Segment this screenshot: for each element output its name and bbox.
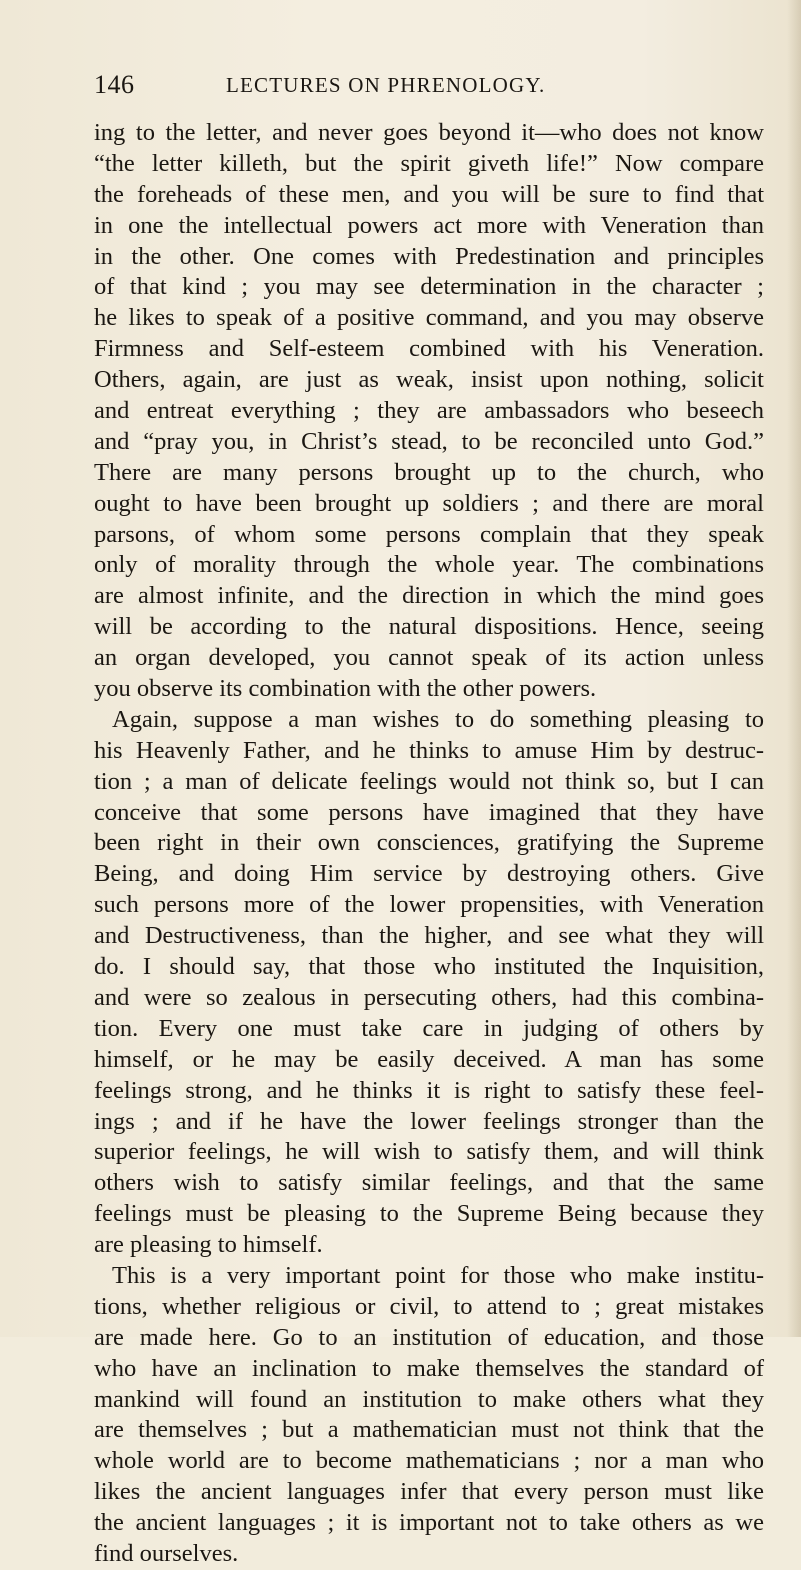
text-line: the ancient languages ; it is important not to take others as we <box>94 1509 764 1537</box>
text-line: do. I should say, that those who instituted the Inquisition, <box>94 953 764 981</box>
text-line: Firmness and Self-esteem combined with his Veneration. <box>94 335 764 363</box>
text-line: This is a very important point for those who make institu- <box>112 1261 764 1289</box>
text-line: in the other. One comes with Predestination and principles <box>94 242 764 270</box>
text-line: himself, or he may be easily deceived. A man has some <box>94 1045 764 1073</box>
text-line: and Destructiveness, than the higher, and see what they will <box>94 922 764 950</box>
text-line: such persons more of the lower propensities, with Veneration <box>94 891 764 919</box>
text-line: tion ; a man of delicate feelings would not think so, but I can <box>94 767 764 795</box>
text-line: Being, and doing Him service by destroying others. Give <box>94 860 764 888</box>
text-line: who have an inclination to make themselves the standard of <box>94 1354 764 1382</box>
text-line: are themselves ; but a mathematician must not think that the <box>94 1416 764 1444</box>
text-line: and “pray you, in Christ’s stead, to be reconciled unto God.” <box>94 427 764 455</box>
text-line: likes the ancient languages infer that every person must like <box>94 1478 764 1506</box>
body-text <box>94 118 764 1570</box>
text-line: he likes to speak of a positive command, and you may observe <box>94 304 764 332</box>
text-line: ings ; and if he have the lower feelings stronger than the <box>94 1107 764 1135</box>
text-line: parsons, of whom some persons complain that they speak <box>94 520 764 548</box>
text-line: in one the intellectual powers act more with Veneration than <box>94 211 764 239</box>
text-line: “the letter killeth, but the spirit giveth life!” Now compare <box>94 149 764 177</box>
text-line: and entreat everything ; they are ambassadors who beseech <box>94 397 764 425</box>
text-line: Others, again, are just as weak, insist upon nothing, solicit <box>94 366 764 394</box>
text-line: Again, suppose a man wishes to do something pleasing to <box>112 705 764 733</box>
text-line: are made here. Go to an institution of education, and those <box>94 1323 764 1351</box>
text-line: his Heavenly Father, and he thinks to amuse Him by destruc- <box>94 736 764 764</box>
text-line: you observe its combination with the other powers. <box>94 675 597 703</box>
text-line: There are many persons brought up to the church, who <box>94 458 764 486</box>
text-line: superior feelings, he will wish to satisfy them, and will think <box>94 1138 764 1166</box>
text-line: the foreheads of these men, and you will be sure to find that <box>94 180 764 208</box>
text-line: others wish to satisfy similar feelings, and that the same <box>94 1169 764 1197</box>
page-header <box>94 70 734 104</box>
text-line: ought to have been brought up soldiers ; and there are moral <box>94 489 764 517</box>
text-line: whole world are to become mathematicians ; nor a man who <box>94 1447 764 1475</box>
text-line: only of morality through the whole year. The combinations <box>94 551 764 579</box>
text-line: feelings must be pleasing to the Supreme Being because they <box>94 1200 764 1228</box>
page-edge-shadow <box>787 0 801 1337</box>
text-line: an organ developed, you cannot speak of its action unless <box>94 644 764 672</box>
text-line: mankind will found an institution to make others what they <box>94 1385 764 1413</box>
text-line: and were so zealous in persecuting others, had this combina- <box>94 983 764 1011</box>
text-line: are pleasing to himself. <box>94 1231 323 1259</box>
text-line: will be according to the natural dispositions. Hence, seeing <box>94 613 764 641</box>
text-line: find ourselves. <box>94 1539 239 1567</box>
text-line: conceive that some persons have imagined that they have <box>94 798 764 826</box>
page-number: 146 <box>94 70 135 99</box>
running-head: LECTURES ON PHRENOLOGY. <box>226 73 546 97</box>
text-line: are almost infinite, and the direction in which the mind goes <box>94 582 764 610</box>
text-line: of that kind ; you may see determination in the character ; <box>94 273 764 301</box>
text-line: tion. Every one must take care in judging of others by <box>94 1014 764 1042</box>
text-line: ing to the letter, and never goes beyond it—who does not know <box>94 119 764 146</box>
text-line: feelings strong, and he thinks it is right to satisfy these feel- <box>94 1076 764 1104</box>
text-line: tions, whether religious or civil, to attend to ; great mistakes <box>94 1292 764 1320</box>
text-line: been right in their own consciences, gratifying the Supreme <box>94 829 764 857</box>
